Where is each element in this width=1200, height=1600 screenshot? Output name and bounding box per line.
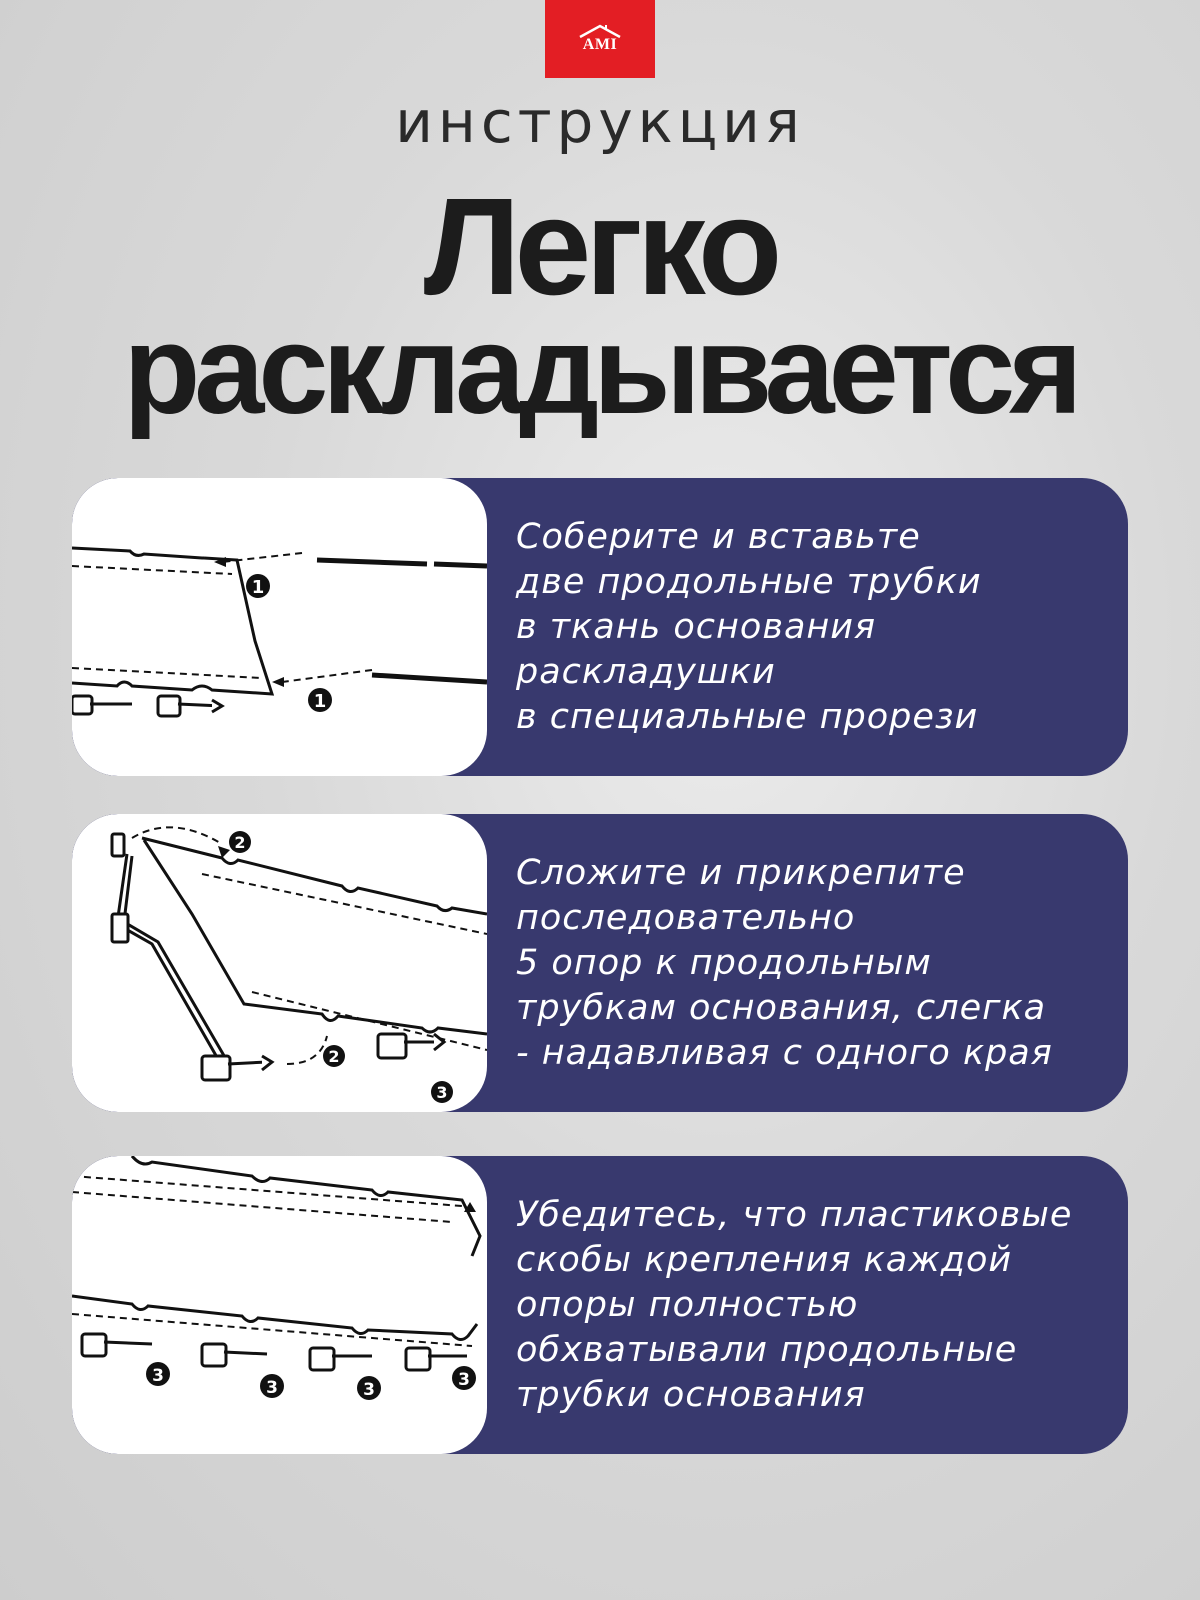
- step-3-marker: [452, 1366, 476, 1390]
- step-2-marker: [431, 1081, 453, 1103]
- step-1-text: Соберите и вставьте две продольные трубки в ткань основания раскладушки в специальные прорези: [516, 516, 982, 737]
- step-2-marker: [229, 831, 251, 853]
- step-3-marker: [357, 1376, 381, 1400]
- step-3-marker: [146, 1362, 170, 1386]
- step-2-marker: [323, 1045, 345, 1067]
- svg-text:3: 3: [152, 1366, 164, 1386]
- logo-text: AMI: [582, 36, 618, 53]
- page-title-line1: Легко: [423, 170, 777, 324]
- step-1-marker: [246, 574, 270, 598]
- step-1-illustration: [72, 478, 487, 776]
- step-2-text: Сложите и прикрепите последовательно 5 опор к продольным трубкам основания, слегка - надавливая с одного края: [516, 852, 1053, 1073]
- svg-text:2: 2: [328, 1047, 340, 1066]
- step-card-2: [72, 814, 1128, 1112]
- step-3-illustration: [72, 1156, 487, 1454]
- svg-text:2: 2: [234, 833, 246, 852]
- svg-text:3: 3: [436, 1083, 448, 1102]
- svg-text:3: 3: [266, 1378, 278, 1398]
- page-subtitle: инструкция: [395, 88, 805, 156]
- step-3-text: Убедитесь, что пластиковые скобы крепления каждой опоры полностью обхватывали продольные трубки основания: [516, 1194, 1073, 1415]
- step-1-marker: [308, 688, 332, 712]
- svg-text:3: 3: [363, 1380, 375, 1400]
- step-card-3: [72, 1156, 1128, 1454]
- brand-logo: [545, 0, 655, 78]
- svg-text:1: 1: [313, 691, 327, 712]
- step-3-marker: [260, 1374, 284, 1398]
- svg-text:1: 1: [251, 577, 265, 598]
- page-title-line2: раскладывается: [123, 299, 1077, 440]
- svg-text:3: 3: [458, 1370, 470, 1390]
- step-2-illustration: [72, 814, 487, 1112]
- step-card-1: [72, 478, 1128, 776]
